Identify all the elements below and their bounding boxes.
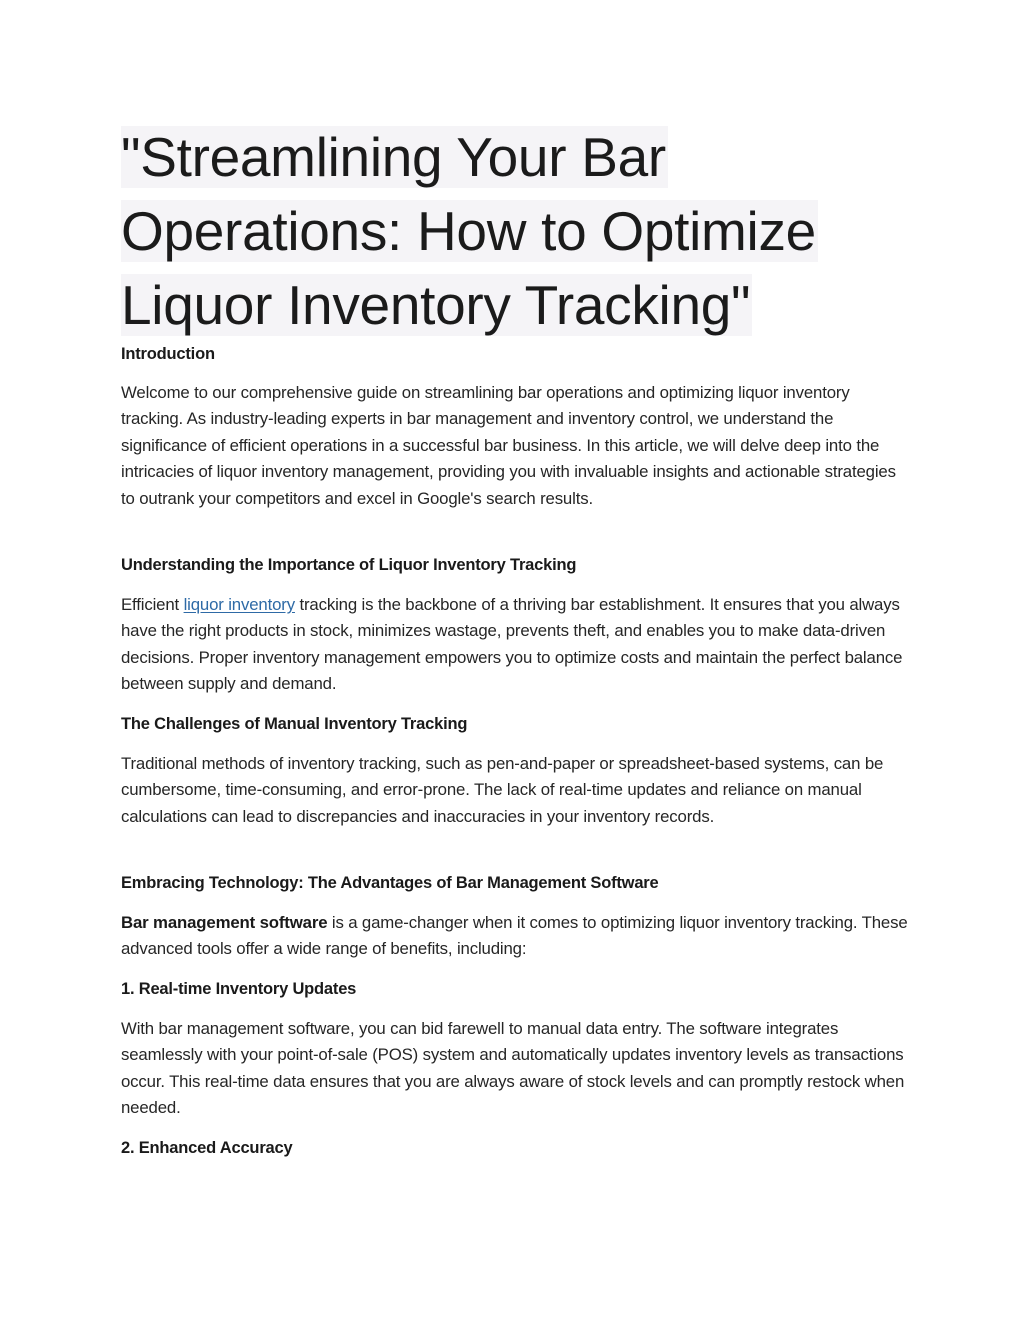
title-line-3: Liquor Inventory Tracking"	[121, 274, 751, 336]
section-heading-importance: Understanding the Importance of Liquor Inventory Tracking	[121, 556, 577, 574]
paragraph-embracing-rest: is a game-changer when it comes to optimizing liquor inventory tracking. These advanced tools offer a wide range of benefits, including:	[121, 913, 908, 959]
title-line-1: "Streamlining Your Bar	[121, 126, 666, 188]
paragraph-importance-suffix: tracking is the backbone of a thriving bar establishment. It ensures that you always have the right products in stock, minimizes wastage, prevents theft, and enables you to make data-driven decisions. Proper inventory management empowers you to optimize costs and maintain the perfect balance between supply and demand.	[121, 595, 903, 694]
paragraph-importance	[121, 592, 911, 698]
title-line-2: Operations: How to Optimize	[121, 200, 816, 262]
paragraph-realtime-updates: With bar management software, you can bid farewell to manual data entry. The software integrates seamlessly with your point-of-sale (POS) system and automatically updates inventory levels as transactions occur. This real-time data ensures that you are always aware of stock levels and can promptly restock when needed.	[121, 1019, 905, 1118]
paragraph-importance-prefix: Efficient	[121, 595, 184, 614]
section-heading-enhanced-accuracy: 2. Enhanced Accuracy	[121, 1139, 293, 1157]
section-heading-challenges: The Challenges of Manual Inventory Tracking	[121, 715, 468, 733]
bar-management-software-bold: Bar management software	[121, 913, 328, 932]
paragraph-challenges: Traditional methods of inventory tracking, such as pen-and-paper or spreadsheet-based systems, can be cumbersome, time-consuming, and error-prone. The lack of real-time updates and reliance on manual calculations can lead to discrepancies and inaccuracies in your inventory records.	[121, 754, 884, 826]
document-page	[121, 120, 911, 1157]
paragraph-introduction: Welcome to our comprehensive guide on streamlining bar operations and optimizing liquor inventory tracking. As industry-leading experts in bar management and inventory control, we understand the significance of efficient operations in a successful bar business. In this article, we will delve deep into the intricacies of liquor inventory management, providing you with invaluable insights and actionable strategies to outrank your competitors and excel in Google's search results.	[121, 383, 896, 508]
section-heading-embracing-technology: Embracing Technology: The Advantages of Bar Management Software	[121, 874, 659, 892]
section-heading-realtime-updates: 1. Real-time Inventory Updates	[121, 980, 357, 998]
liquor-inventory-link[interactable]: liquor inventory	[183, 595, 295, 614]
section-heading-introduction: Introduction	[121, 345, 215, 363]
paragraph-embracing-technology	[121, 910, 911, 963]
document-title	[121, 120, 911, 342]
